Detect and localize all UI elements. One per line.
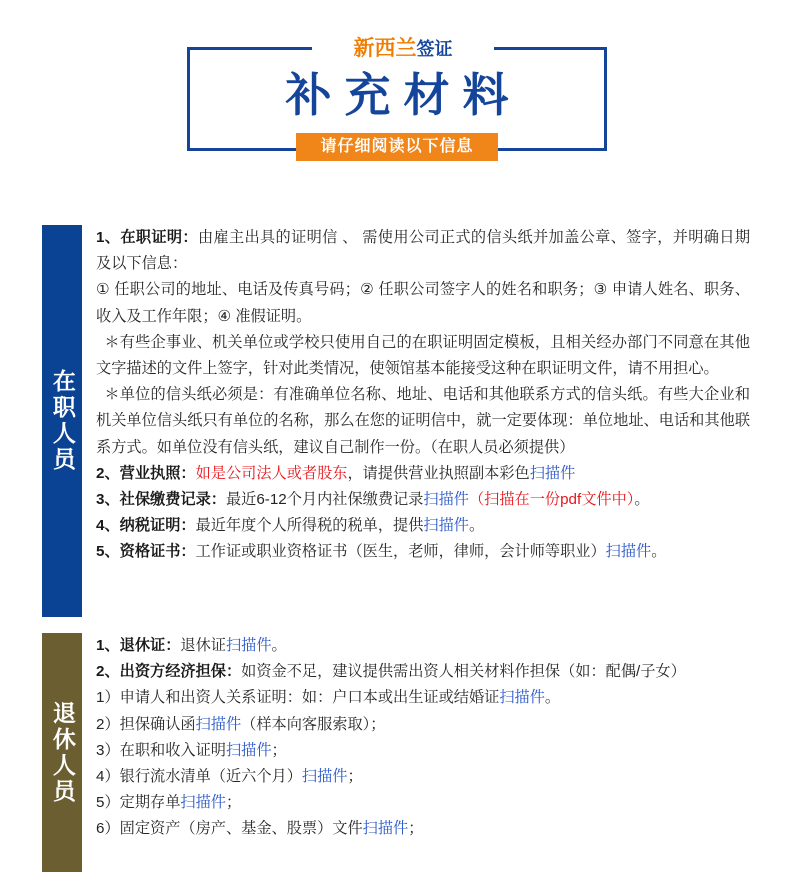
section-tab-employed-label: 在职人员 [49,369,76,473]
item-social-insurance [96,487,750,513]
subitem-employment-income-proof [96,738,750,764]
item-body: 最近年度个人所得税的税单，提供 [195,517,424,535]
scan-copy-link: 扫描件 [225,637,272,654]
item-body: 工作证或职业资格证书（医生，老师，律师，会计师等职业） [195,543,606,561]
item-title: 社保缴费记录： [119,491,226,509]
section-retired-content [96,633,750,843]
item-number: 2、 [96,464,120,482]
item-body-end: 。 [271,637,287,654]
item-body: 退休证 [180,637,226,654]
subitem-bank-statement [96,764,750,790]
subitem-body-end: ； [408,820,424,838]
item-title: 营业执照： [119,464,196,482]
item-body: ，请提供营业执照副本彩色 [347,464,530,482]
item-title: 出资方经济担保： [119,663,242,681]
item-title: 退休证： [119,637,181,654]
subitem-body-end: 。 [544,689,561,707]
subitem-guarantee-letter [96,712,750,738]
item-body: 由雇主出具的证明信 、 需使用公司正式的信头纸并加盖公章、签字，并明确日期及以下信息： [96,229,751,273]
item-body: 最近6-12个月内社保缴费记录 [225,491,424,509]
item-qualification-certificate [96,539,750,565]
item-required-info-list: ① 任职公司的地址、电话及传真号码；② 任职公司签字人的姓名和职务；③ 申请人姓名、职务、收入及工作年限；④ 准假证明。 [96,281,750,325]
section-tab-employed [42,225,82,617]
subitem-body-end: ； [347,768,363,786]
item-number: 2、 [96,663,120,681]
item-retirement-card [96,633,750,659]
item-number: 1、 [96,637,120,654]
item-body-end: 。 [634,491,650,509]
subitem-time-deposit [96,790,750,816]
item-title: 纳税证明： [119,517,196,535]
scan-copy-link: 扫描件 [423,491,469,509]
subitem-fixed-assets [96,816,750,842]
read-notice-banner: 请仔细阅读以下信息 [296,133,498,161]
item-business-license [96,461,750,487]
document-header [0,0,790,200]
scan-copy-link: 扫描件 [225,741,272,759]
section-tab-retired-label: 退休人员 [49,700,76,805]
scan-copy-link: 扫描件 [362,820,409,838]
scan-copy-link: 扫描件 [423,517,469,535]
scan-copy-link: 扫描件 [301,768,348,786]
subitem-body: 4）银行流水清单（近六个月） [96,768,302,786]
subitem-body: 1）申请人和出资人关系证明：如：户口本或出生证或结婚证 [96,689,500,707]
scan-copy-link: 扫描件 [499,689,545,707]
item-body-end: 。 [468,517,485,535]
item-number: 5、 [96,543,120,561]
kicker-country: 新西兰 [353,37,417,60]
subitem-body-end: （样本向客服索取）； [241,715,386,733]
kicker-visa: 签证 [416,39,453,59]
item-financial-sponsor [96,659,750,685]
scan-copy-link: 扫描件 [605,543,652,561]
page-title: 补充材料 [285,69,522,121]
subitem-body: 5）定期存单 [96,794,181,812]
note-fixed-template: ＊有些企事业、机关单位或学校只使用自己的在职证明固定模板，且相关经办部门不同意在其他文字描述的文件上签字，针对此类情况，使领馆基本能接受这种在职证明文件，请不用担心。 [96,333,750,378]
item-employment-certificate [96,225,750,277]
scan-copy-link: 扫描件 [529,464,576,482]
header-kicker [312,36,494,62]
item-title: 资格证书： [119,543,196,561]
item-body-end: 。 [651,543,667,561]
subitem-body-end: ； [225,794,242,812]
subitem-body: 2）担保确认函 [96,715,196,733]
item-tax-certificate [96,513,750,539]
item-number: 3、 [96,491,120,509]
item-title: 在职证明： [120,229,198,246]
subitem-body: 6）固定资产（房产、基金、股票）文件 [96,820,363,838]
scan-copy-link: 扫描件 [195,715,242,733]
item-highlight-red: 如是公司法人或者股东 [195,464,348,482]
subitem-relationship-proof [96,685,750,711]
scan-copy-link: 扫描件 [180,794,226,812]
item-number: 4、 [96,517,120,535]
item-body: 如资金不足，建议提供需出资人相关材料作担保（如：配偶/子女） [241,663,686,681]
section-tab-retired [42,633,82,872]
note-letterhead: ＊单位的信头纸必须是：有准确单位名称、地址、电话和其他联系方式的信头纸。有些大企业和机关单位信头纸只有单位的名称，那么在您的证明信中，就一定要体现：单位地址、电话和其他联系方式。如单位没有信头纸，建议自己制作一份。（在职人员必须提供） [96,386,750,456]
subitem-body-end: ； [271,741,287,759]
section-employed-content [96,225,750,566]
subitem-body: 3）在职和收入证明 [96,741,226,759]
item-number: 1、 [96,229,121,246]
item-highlight-red: （扫描在一份pdf文件中） [468,491,635,509]
